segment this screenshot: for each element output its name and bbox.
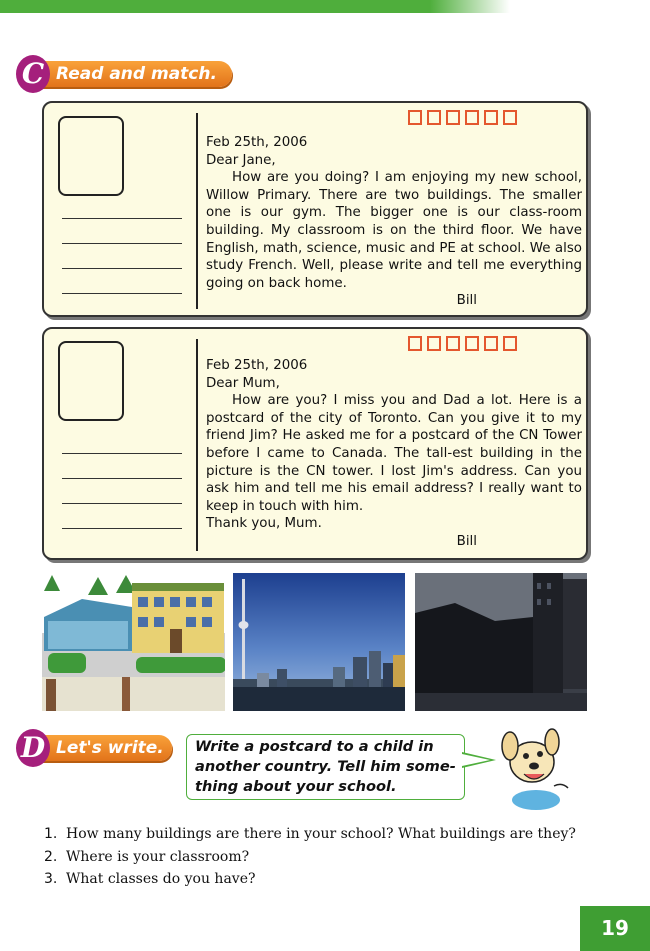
postcard-2-text bbox=[206, 357, 582, 551]
address-line bbox=[62, 453, 182, 454]
speech-bubble-tail-inner bbox=[462, 754, 490, 766]
postcode-box bbox=[484, 336, 498, 351]
question-item bbox=[44, 846, 604, 869]
postcode-box bbox=[484, 110, 498, 125]
postcode-box bbox=[465, 336, 479, 351]
writing-instruction: Write a postcard to a child in another country. Tell him some-thing about your school. bbox=[195, 738, 456, 795]
section-d-letter: D bbox=[16, 729, 50, 767]
letter-body: How are you doing? I am enjoying my new school, Willow Primary. There are two buildings. The smaller one is our gym. The bigger one is our class-room building. My classroom is on the third floor. We have English, math, science, music and PE at school. We also study French. Well, please write and tell me everything going on back home. bbox=[206, 170, 582, 291]
postcard-2 bbox=[42, 327, 588, 560]
postcard-1 bbox=[42, 101, 588, 317]
letter-greeting: Dear Mum, bbox=[206, 375, 280, 391]
page-number: 19 bbox=[580, 906, 650, 951]
postcard-divider bbox=[196, 339, 198, 551]
postcode-box bbox=[465, 110, 479, 125]
letter-date: Feb 25th, 2006 bbox=[206, 358, 308, 373]
question-item bbox=[44, 868, 604, 891]
question-item bbox=[44, 823, 604, 846]
question-text: What classes do you have? bbox=[66, 871, 256, 887]
school-illustration-icon bbox=[42, 573, 225, 711]
postcode-box bbox=[408, 110, 422, 125]
postcard-1-text bbox=[206, 134, 582, 310]
postcode-box bbox=[503, 110, 517, 125]
toronto-cn-tower-photo-icon bbox=[233, 573, 405, 711]
question-number: 2. bbox=[44, 848, 58, 865]
address-line bbox=[62, 503, 182, 504]
question-number: 3. bbox=[44, 871, 58, 887]
postcode-box bbox=[446, 110, 460, 125]
city-street-photo-icon bbox=[415, 573, 587, 711]
letter-signature: Bill bbox=[456, 533, 477, 549]
letter-body: How are you? I miss you and Dad a lot. Here is a postcard of the city of Toronto. Can you give it to my friend Jim? He asked me for a postcard of the CN Tower before I came to Canada. The tall-est building in the picture is the CN tower. I lost Jim's address. Can you ask him and tell me his email address? I really want to keep in touch with him. bbox=[206, 393, 582, 514]
stamp-box bbox=[58, 341, 124, 421]
address-line bbox=[62, 478, 182, 479]
address-line bbox=[62, 268, 182, 269]
postcode-box bbox=[446, 336, 460, 351]
address-line bbox=[62, 218, 182, 219]
postcode-boxes bbox=[408, 110, 517, 125]
address-line bbox=[62, 293, 182, 294]
city-street-photo bbox=[415, 573, 587, 711]
question-number: 1. bbox=[44, 826, 58, 842]
instruction-speech-bubble bbox=[186, 734, 465, 800]
letter-date: Feb 25th, 2006 bbox=[206, 135, 308, 150]
top-color-strip-fade bbox=[430, 0, 510, 13]
section-c-letter: C bbox=[16, 55, 50, 93]
question-list bbox=[44, 823, 604, 891]
question-text: Where is your classroom? bbox=[66, 848, 250, 865]
postcard-divider bbox=[196, 113, 198, 309]
address-line bbox=[62, 528, 182, 529]
postcode-box bbox=[427, 336, 441, 351]
stamp-box bbox=[58, 116, 124, 196]
question-text: How many buildings are there in your school? What buildings are they? bbox=[66, 826, 576, 842]
section-d-title: Let's write. bbox=[56, 738, 164, 758]
postcode-box bbox=[427, 110, 441, 125]
postcode-box bbox=[408, 336, 422, 351]
postcode-box bbox=[503, 336, 517, 351]
school-illustration bbox=[42, 573, 225, 711]
letter-closing: Thank you, Mum. bbox=[206, 516, 322, 532]
toronto-cn-tower-photo bbox=[233, 573, 405, 711]
section-c-title: Read and match. bbox=[56, 64, 217, 84]
section-d-banner bbox=[20, 731, 172, 764]
letter-signature: Bill bbox=[456, 293, 477, 309]
cartoon-dog-icon bbox=[494, 726, 578, 810]
address-line bbox=[62, 243, 182, 244]
letter-greeting: Dear Jane, bbox=[206, 152, 276, 168]
section-c-banner bbox=[21, 57, 232, 90]
postcode-boxes bbox=[408, 336, 517, 351]
